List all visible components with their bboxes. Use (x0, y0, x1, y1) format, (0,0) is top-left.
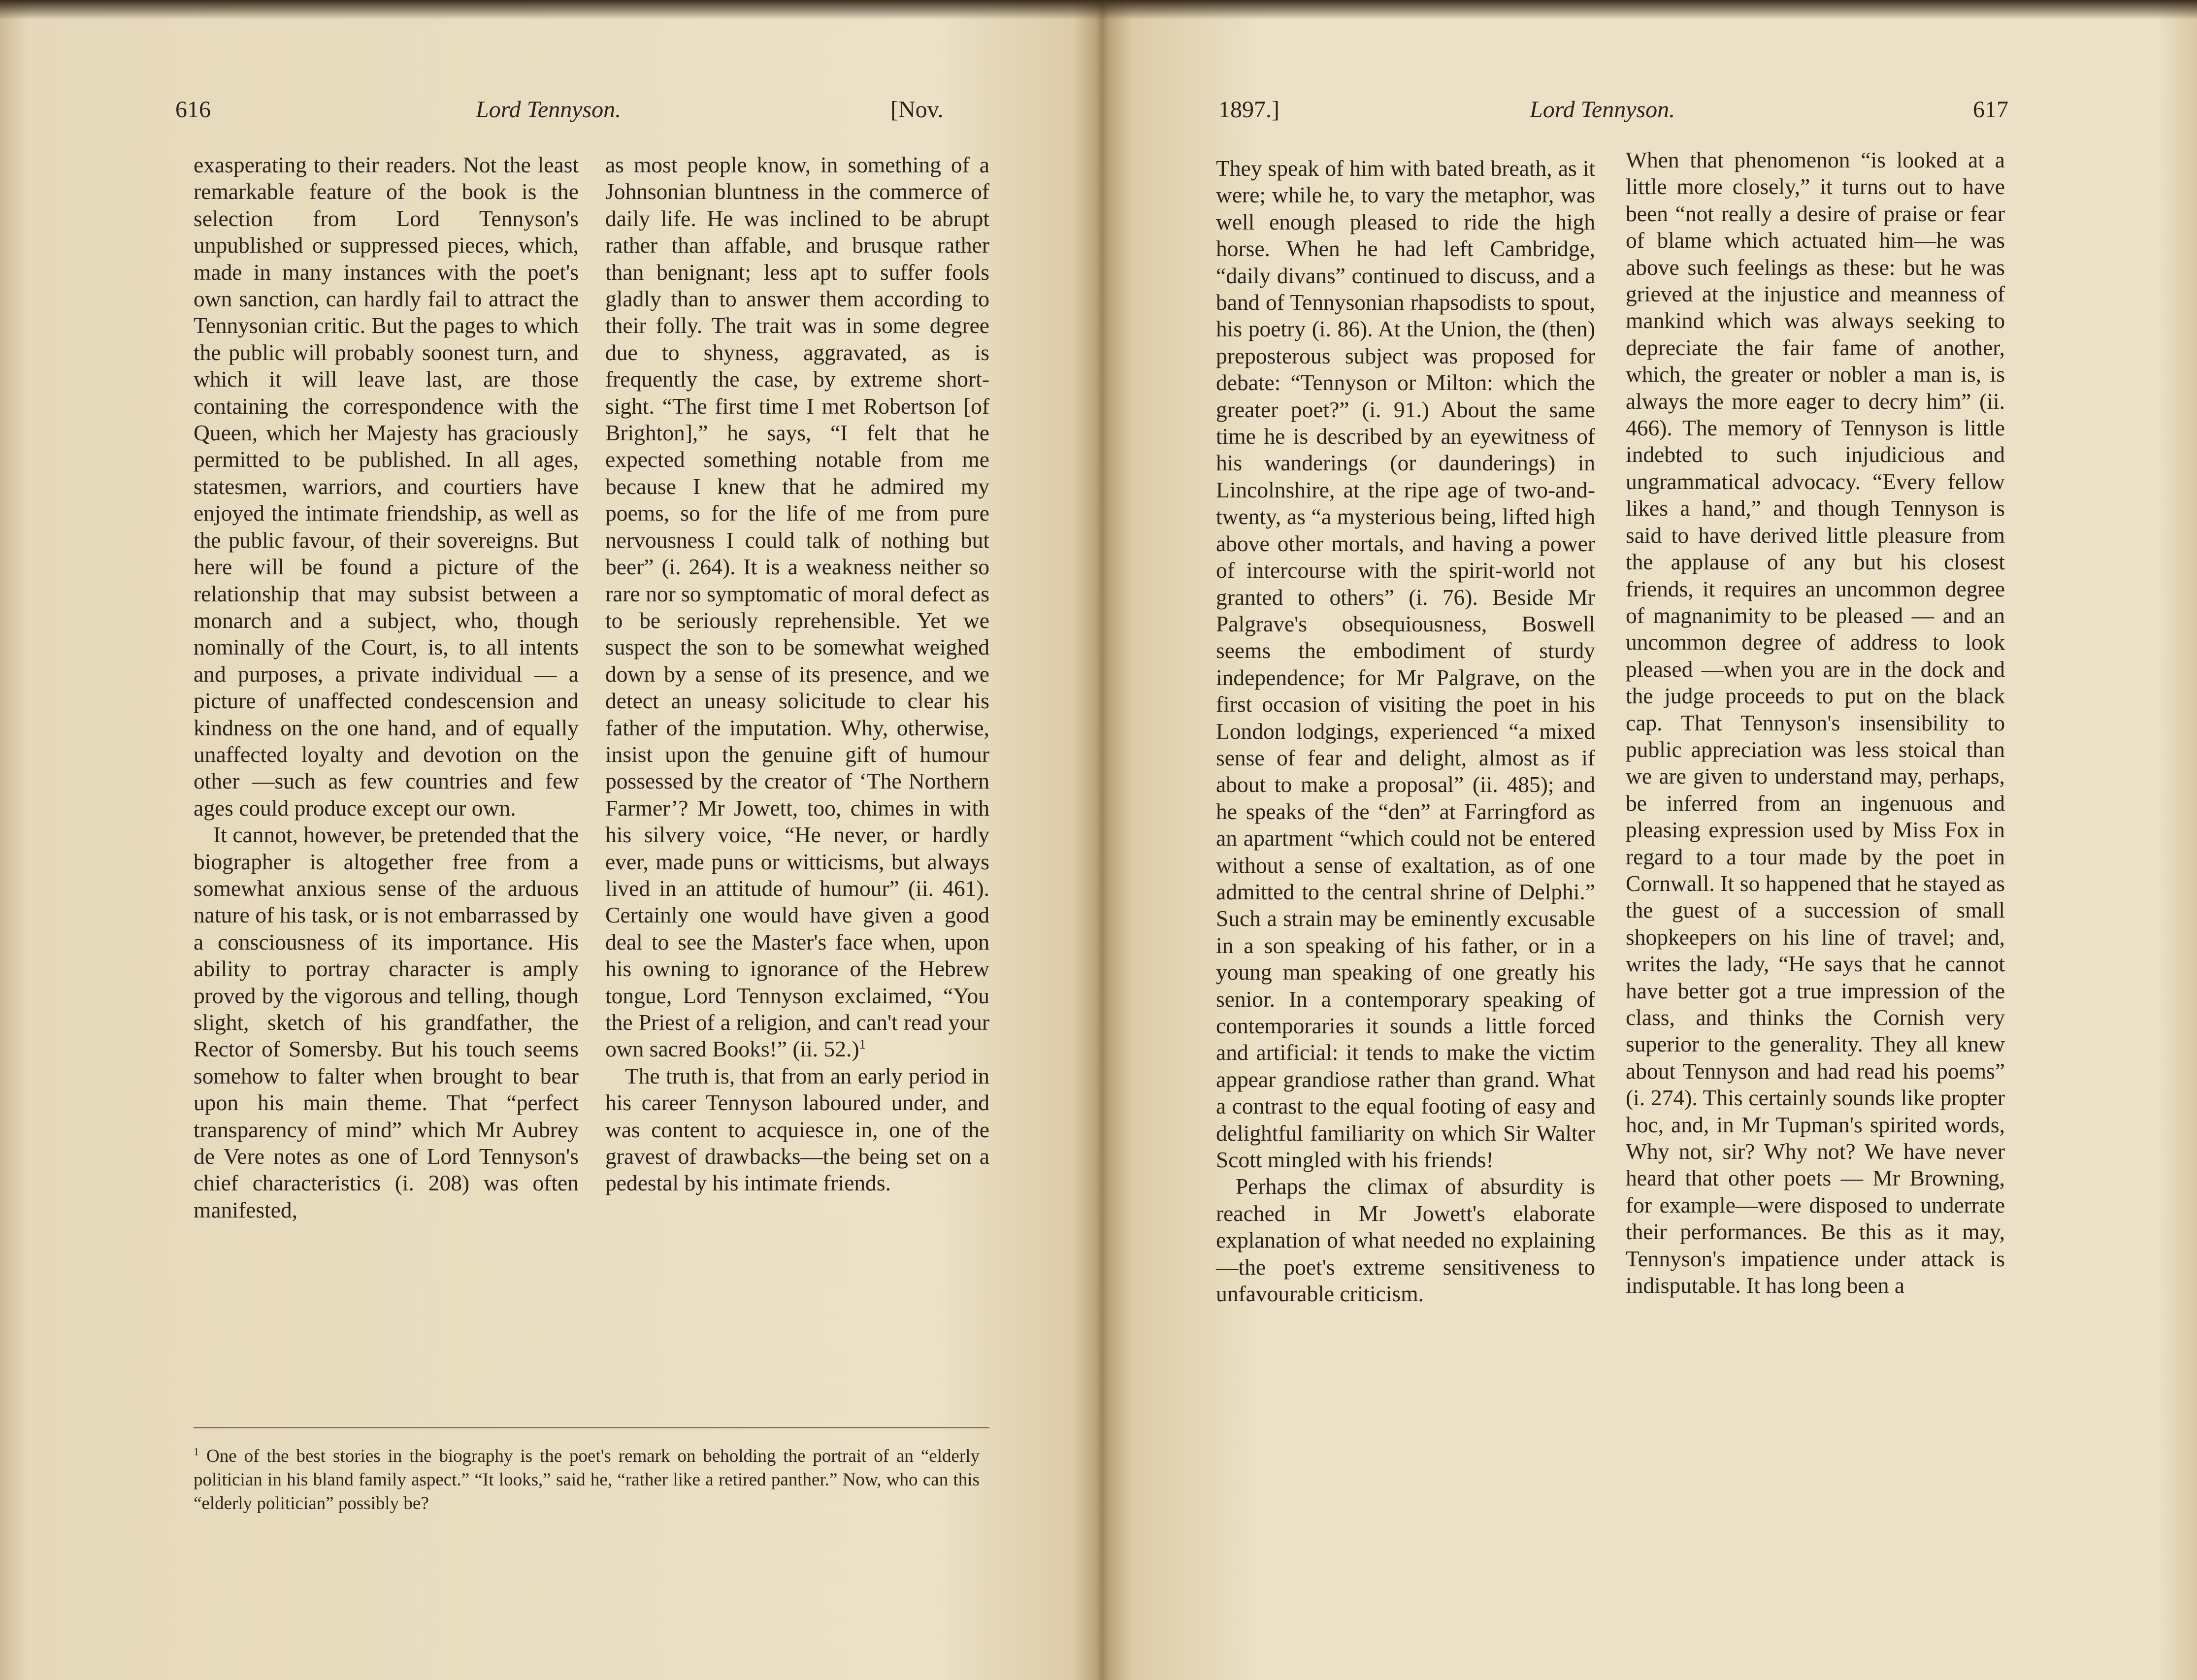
left-column-2 (605, 152, 989, 1197)
paragraph: Perhaps the climax of absurdity is reached in Mr Jowett's elaborate explanation of what needed no explaining—the poet's extreme sensitiveness to unfavourable criticism. (1216, 1174, 1595, 1307)
paragraph: It cannot, however, be pretended that the biographer is altogether free from a somewhat anxious sense of the arduous nature of his task, or is not embarrassed by a consciousness of its importance. His ability to portray character is amply proved by the vigorous and telling, though slight, sketch of his grandfather, the Rector of Somersby. But his touch seems somehow to falter when brought to bear upon his main theme. That “perfect transparency of mind” which Mr Aubrey de Vere notes as one of Lord Tennyson's chief characteristics (i. 208) was often manifested, (194, 822, 579, 1222)
footnote-marker: 1 (194, 1445, 199, 1458)
right-page-number: 617 (1973, 97, 2008, 123)
right-column-1 (1216, 155, 1595, 1307)
footnote-text: One of the best stories in the biography is the poet's remark on beholding the portrait of an “elderly politician in his bland family aspect.” “It looks,” said he, “rather like a retired panther.” Now, who can this “elderly politician” possibly be? (194, 1446, 980, 1514)
paragraph: as most people know, in something of a Johnsonian bluntness in the commerce of daily life. He was inclined to be abrupt rather than affable, and brusque rather than benignant; less apt to suffer fools gladly than to answer them according to their folly. The trait was in some degree due to shyness, aggravated, as is frequently the case, by extreme short-sight. “The first time I met Robertson [of Brighton],” he says, “I felt that he expected something notable from me because I knew that he admired my poems, so for the life of me from pure nervousness I could talk of nothing but beer” (i. 264). It is a weakness neither so rare nor so symptomatic of moral defect as to be seriously reprehensible. Yet we suspect the son to be somewhat weighed down by a sense of its presence, and we detect an uneasy solicitude to clear his father of the imputation. Why, otherwise, insist upon the genuine gift of humour possessed by the creator of ‘The Northern Farmer’? Mr Jowett, too, chimes in with his silvery voice, “He never, or hardly ever, made puns or witticisms, but always lived in an attitude of humour” (ii. 461). Certainly one would have given a good deal to see the Master's face when, upon his owning to ignorance of the Hebrew tongue, Lord Tennyson exclaimed, “You the Priest of a religion, and can't read your own sacred Books!” (ii. 52.)$^1$ (605, 152, 989, 1062)
right-column-2 (1626, 147, 2005, 1299)
paragraph: They speak of him with bated breath, as it were; while he, to vary the metaphor, was well enough pleased to ride the high horse. When he had left Cambridge, “daily divans” continued to discuss, and a band of Tennysonian rhapsodists to spout, his poetry (i. 86). At the Union, the (then) preposterous subject was proposed for debate: “Tennyson or Milton: which the greater poet?” (i. 91.) About the same time he is described by an eyewitness of his wanderings (or daunderings) in Lincolnshire, at the ripe age of two-and-twenty, as “a mysterious being, lifted high above other mortals, and having a power of intercourse with the spirit-world not granted to others” (i. 76). Beside Mr Palgrave's obsequiousness, Boswell seems the embodiment of sturdy independence; for Mr Palgrave, on the first occasion of visiting the poet in his London lodgings, experienced “a mixed sense of fear and delight, almost as if about to make a proposal” (ii. 485); and he speaks of the “den” at Farringford as an apartment “which could not be entered without a sense of exaltation, as of one admitted to the central shrine of Delphi.” Such a strain may be eminently excusable in a son speaking of his father, or in a young man speaking of one greatly his senior. In a contemporary speaking of contemporaries it sounds a little forced and artificial: it tends to make the victim appear grandiose rather than grand. What a contrast to the equal footing of easy and delightful familiarity on which Sir Walter Scott mingled with his friends! (1216, 156, 1595, 1173)
right-page (1102, 0, 2197, 1680)
paragraph: When that phenomenon “is looked at a little more closely,” it turns out to have been “not really a desire of praise or fear of blame which actuated him—he was above such feelings as these: but he was grieved at the injustice and meanness of mankind which was always seeking to depreciate the fair fame of another, which, the greater or nobler a man is, is always the more eager to decry him” (ii. 466). The memory of Tennyson is little indebted to such injudicious and ungrammatical advocacy. “Every fellow likes a hand,” and though Tennyson is said to have derived little pleasure from the applause of any but his closest friends, it requires an uncommon degree of magnanimity to be pleased — and an uncommon degree of address to look pleased —when you are in the dock and the judge proceeds to put on the black cap. That Tennyson's insensibility to public appreciation was less stoical than we are given to understand may, perhaps, be inferred from an ingenuous and pleasing expression used by Miss Fox in regard to a tour made by the poet in Cornwall. It so happened that he stayed as the guest of a succession of small shopkeepers on his line of travel; and, writes the lady, “He says that he cannot have better got a true impression of the class, and thinks the Cornish very superior to the generality. They all knew about Tennyson and had read his poems” (i. 274). This certainly sounds like propter hoc, and, in Mr Tupman's spirited words, Why not, sir? Why not? We have never heard that other poets — Mr Browning, for example—were disposed to underrate their performances. Be this as it may, Tennyson's impatience under attack is indisputable. It has long been a (1626, 147, 2005, 1298)
right-running-title: Lord Tennyson. (1530, 97, 1675, 123)
left-page-number: 616 (175, 97, 211, 123)
footnote-rule (194, 1427, 989, 1428)
paragraph: The truth is, that from an early period in his career Tennyson laboured under, and was content to acquiesce in, one of the gravest of drawbacks—the being set on a pedestal by his intimate friends. (605, 1063, 989, 1196)
left-running-title: Lord Tennyson. (476, 97, 622, 123)
footnote-ref: 1 (859, 1037, 866, 1052)
right-year: 1897.] (1218, 97, 1279, 123)
left-page (0, 0, 1096, 1680)
left-month: [Nov. (890, 97, 944, 123)
footnote (194, 1445, 980, 1515)
left-column-1 (194, 152, 579, 1223)
paragraph: exasperating to their readers. Not the least remarkable feature of the book is the selection from Lord Tennyson's unpublished or suppressed pieces, which, made in many instances with the poet's own sanction, can hardly fail to attract the Tennysonian critic. But the pages to which the public will probably soonest turn, and which it will leave last, are those containing the correspondence with the Queen, which her Majesty has graciously permitted to be published. In all ages, statesmen, warriors, and courtiers have enjoyed the intimate friendship, as well as the public favour, of their sovereigns. But here will be found a picture of the relationship that may subsist between a monarch and a subject, who, though nominally of the Court, is, to all intents and purposes, a private individual — a picture of unaffected condescension and kindness on the one hand, and of equally unaffected loyalty and devotion on the other —such as few countries and few ages could produce except our own. (194, 152, 579, 821)
